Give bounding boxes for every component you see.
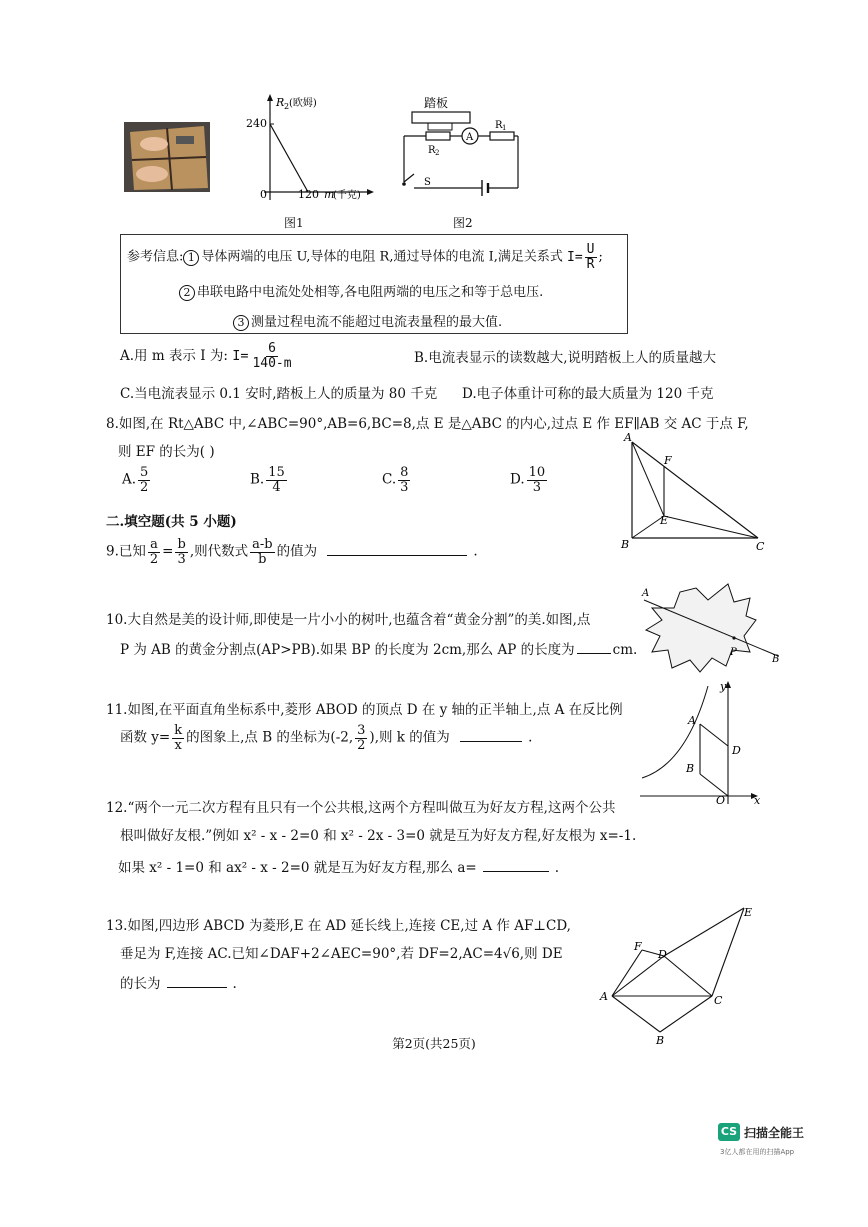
q8-label-c: C [756,540,765,553]
q13-stem-line3: 的长为 . [120,972,237,992]
graph-y-tick: 240 [246,117,267,130]
q11-label-a: A [688,714,696,727]
q10-leaf-figure [638,580,788,676]
q10-stem-line1: 10.大自然是美的设计师,即使是一片小小的树叶,也蕴含着“黄金分割”的美.如图,点 [106,612,591,628]
q11-answer-blank[interactable] [460,727,522,742]
graph-x-tick: 120 [298,188,319,201]
circuit-switch: S [424,177,431,188]
q8-option-a[interactable]: A. $\frac{5}{2}$ [122,465,149,495]
q7-option-a[interactable]: A.用 m 表示 I 为: I= $\frac{6}{140-m}$ [120,341,292,371]
q11-label-b: B [686,762,695,775]
graph-y-sub: 2 [284,102,290,111]
q8-label-e: E [660,514,669,527]
q8-label-a: A [624,431,632,444]
camscanner-name: 扫描全能王 [744,1126,805,1140]
graph-x-label: m [324,188,335,201]
q8-stem-line1: 8.如图,在 Rt△ABC 中,∠ABC=90°,AB=6,BC=8,点 E 是△ABC 的内心,过点 E 作 EF∥AB 交 AC 于点 F, [106,416,749,432]
q11-stem-line1: 11.如图,在平面直角坐标系中,菱形 ABOD 的顶点 D 在 y 轴的正半轴上,点 A 在反比例 [106,702,623,718]
camscanner-logo-icon: CS [718,1123,740,1141]
q10-label-p: P [730,647,737,658]
q8-option-b[interactable]: B. $\frac{15}{4}$ [250,465,285,495]
q8-label-b: B [621,538,630,551]
q11-coordinate-figure [636,676,766,808]
q13-stem-line1: 13.如图,四边形 ABCD 为菱形,E 在 AD 延长线上,连接 CE,过 A 作 AF⊥CD, [106,918,571,934]
q10-answer-blank[interactable] [577,639,611,654]
q9-stem: 9.已知 $\frac{a}{2}$ = $\frac{b}{3}$ ,则代数式 $\frac{a-b}{b}$ 的值为 . [106,537,478,567]
circuit-r1-sub: 1 [502,124,507,132]
reference-info-box [120,234,628,334]
circuit-diagram [398,94,523,200]
info-line-1: 参考信息: 1 导体两端的电压 U,导体的电阻 R,通过导体的电流 I,满足关系式 I= $\frac{U}{R}$ ; [127,242,603,272]
q9-answer-blank[interactable] [327,541,467,556]
fig1-caption: 图1 [284,216,304,230]
graph-x-unit: (千克) [333,190,361,201]
q11-label-o: O [716,794,726,807]
circuit-r2: R [428,145,436,156]
fig2-caption: 图2 [453,216,473,230]
resistance-mass-graph [240,92,375,212]
info-line-2: 2 串联电路中电流处处相等,各电阻两端的电压之和等于总电压. [179,281,543,301]
circuit-r2-sub: 2 [435,149,440,157]
q12-answer-blank[interactable] [483,857,549,872]
circuit-pedal-label: 踏板 [424,96,449,110]
q8-option-d[interactable]: D. $\frac{10}{3}$ [510,465,546,495]
graph-y-unit: (欧姆) [289,98,317,109]
q11-label-d: D [732,744,741,757]
graph-origin: 0 [260,188,267,201]
q11-stem-line2: 函数 y= $\frac{k}{x}$ 的图象上,点 B 的坐标为(-2, $\frac{3}{2}$ ),则 k 的值为 . [120,723,533,753]
q13-label-a: A [600,990,608,1003]
q13-answer-blank[interactable] [167,973,227,988]
q12-stem-line3: 如果 x² - 1=0 和 ax² - x - 2=0 就是互为好友方程,那么 a= . [118,856,559,876]
info-line-3: 3 测量过程电流不能超过电流表量程的最大值. [233,311,502,331]
q8-stem-line2: 则 EF 的长为( ) [118,444,215,460]
q13-stem-line2: 垂足为 F,连接 AC.已知∠DAF+2∠AEC=90°,若 DF=2,AC=4√6,则 DE [120,946,563,962]
q10-stem-line2: P 为 AB 的黄金分割点(AP>PB).如果 BP 的长度为 2cm,那么 AP 的长度为 cm. [120,638,637,658]
graph-y-label: R [276,96,285,109]
q13-label-f: F [634,940,642,953]
circuit-ammeter: A [466,132,474,143]
circuit-r1: R [495,120,503,131]
q10-label-b: B [772,654,780,665]
q10-label-a: A [642,588,650,599]
q11-label-y: y [720,680,727,693]
q12-stem-line2: 根叫做好友根.”例如 x² - x - 2=0 和 x² - 2x - 3=0 就是互为好友方程,好友根为 x=-1. [120,828,637,844]
q11-label-x: x [754,794,761,807]
page-number: 第2页(共25页) [392,1036,476,1051]
scale-photo [124,122,210,192]
q13-rhombus-figure [596,900,764,1048]
q7-option-c[interactable]: C.当电流表显示 0.1 安时,踏板上人的质量为 80 千克 [120,386,438,402]
q8-option-c[interactable]: C. $\frac{8}{3}$ [382,465,409,495]
q7-option-b[interactable]: B.电流表显示的读数越大,说明踏板上人的质量越大 [414,350,717,366]
q13-label-e: E [744,906,753,919]
q13-label-c: C [714,994,723,1007]
q12-stem-line1: 12.“两个一元二次方程有且只有一个公共根,这两个方程叫做互为好友方程,这两个公共 [106,800,616,816]
ohms-law-formula: I= $\frac{U}{R}$ [567,242,595,272]
q8-label-f: F [664,454,672,467]
section-fill-in-blank: 二.填空题(共 5 小题) [106,514,237,530]
q13-label-d: D [658,948,667,961]
q8-triangle-figure [618,428,768,554]
q13-label-b: B [656,1034,665,1047]
camscanner-tagline: 3亿人都在用的扫描App [720,1148,795,1156]
q7-option-d[interactable]: D.电子体重计可称的最大质量为 120 千克 [462,386,714,402]
